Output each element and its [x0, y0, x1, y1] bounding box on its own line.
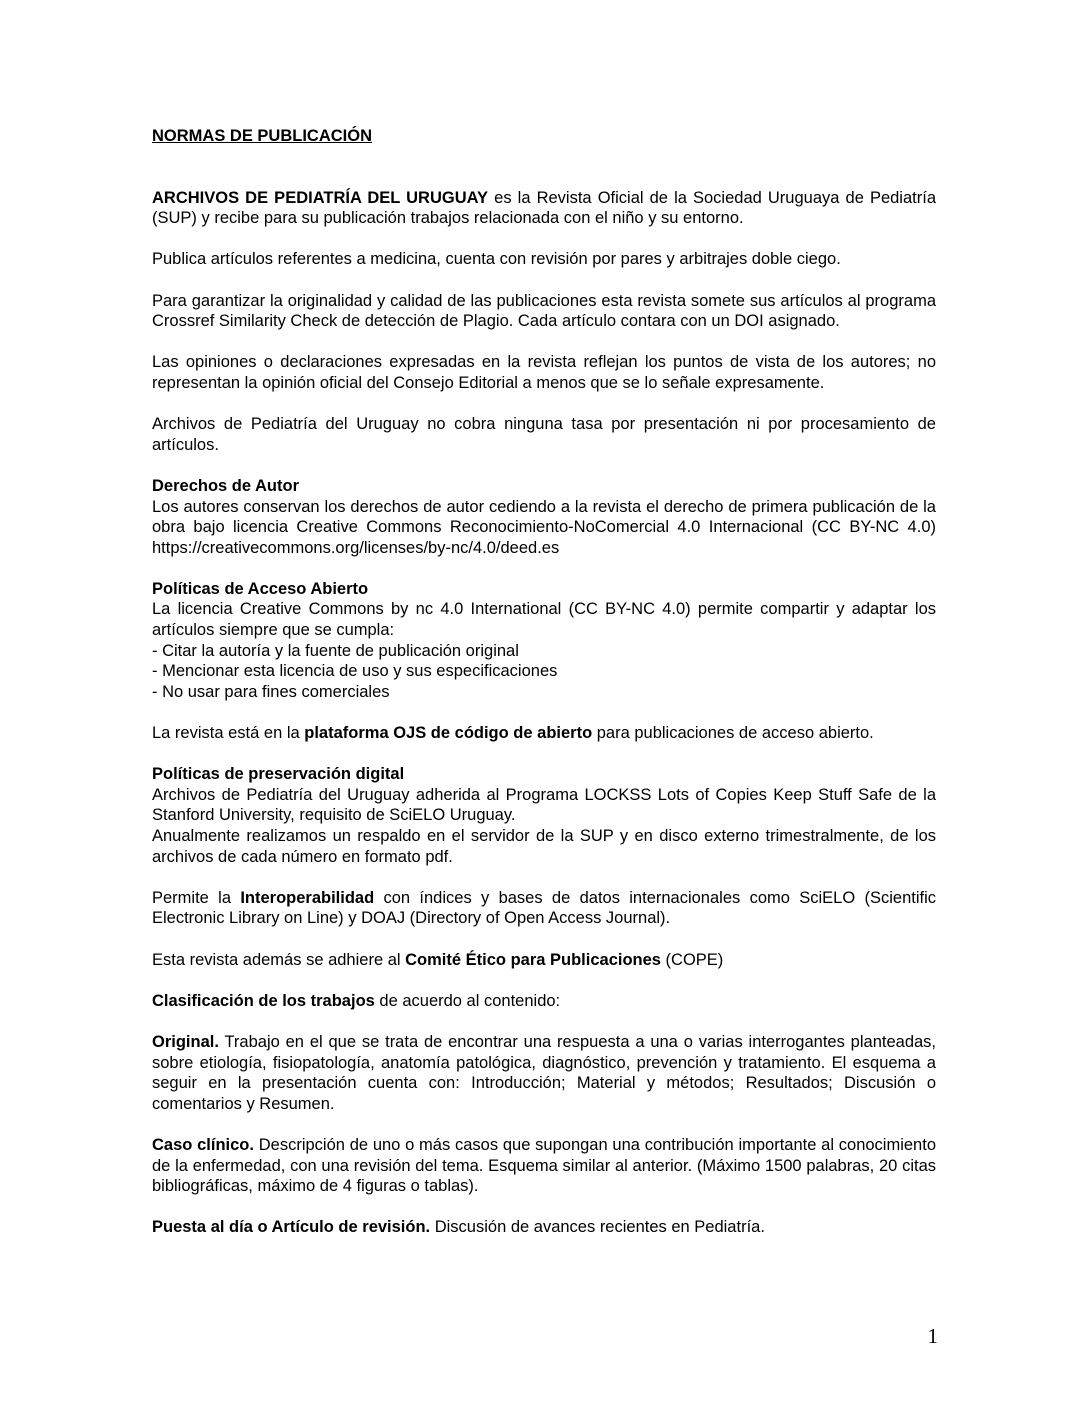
cope-text-before: Esta revista además se adhiere al — [152, 950, 406, 969]
review-text: Discusión de avances recientes en Pediatría. — [430, 1218, 765, 1237]
interop-bold: Interoperabilidad — [240, 888, 375, 907]
open-access-heading: Políticas de Acceso Abierto — [152, 579, 369, 598]
opinions-paragraph: Las opiniones o declaraciones expresadas en la revista reflejan los puntos de vista de los autores; no representan la opinión oficial del Consejo Editorial a menos que se lo señale expresamente. — [152, 353, 936, 392]
interoperability-paragraph — [152, 888, 936, 929]
platform-text-after: para publicaciones de acceso abierto. — [592, 724, 874, 743]
preservation-line-2: Anualmente realizamos un respaldo en el servidor de la SUP y en disco externo trimestralmente, de los archivos de cada número en formato pdf. — [152, 827, 936, 866]
copyright-section — [152, 476, 936, 558]
list-item: - Mencionar esta licencia de uso y sus especificaciones — [152, 662, 558, 681]
interop-text-after: con índices y bases de datos internacionales como SciELO (Scientific Electronic Library on Line) y DOAJ (Directory of Open Access Journal). — [152, 888, 937, 928]
plagiarism-paragraph: Para garantizar la originalidad y calidad de las publicaciones esta revista somete sus artículos al programa Crossref Similarity Check de detección de Plagio. Cada artículo contara con un DOI asignado. — [152, 291, 936, 331]
clinical-case-paragraph — [152, 1135, 936, 1197]
document-page — [152, 126, 936, 1258]
cope-text-after: (COPE) — [660, 950, 724, 969]
original-bold: Original. — [152, 1032, 219, 1051]
platform-text-before: La revista está en la — [152, 724, 305, 743]
classification-text: de acuerdo al contenido: — [374, 991, 561, 1010]
interop-text-before: Permite la — [152, 888, 241, 907]
original-paragraph — [152, 1032, 936, 1114]
preservation-line-1: Archivos de Pediatría del Uruguay adherida al Programa LOCKSS Lots of Copies Keep Stuff Safe de la Stanford University, requisito de SciELO Uruguay. — [152, 785, 936, 825]
classification-bold: Clasificación de los trabajos — [152, 991, 375, 1010]
document-title: NORMAS DE PUBLICACIÓN — [152, 127, 373, 145]
clinical-case-text: Descripción de uno o más casos que supongan una contribución importante al conocimiento de la enfermedad, con una revisión del tema. Esquema similar al anterior. (Máximo 1500 palabras, 20 citas bibliográficas, máximo de 4 figuras o tablas). — [152, 1135, 936, 1196]
open-access-text: La licencia Creative Commons by nc 4.0 International (CC BY-NC 4.0) permite compartir y adaptar los artículos siempre que se cumpla: — [152, 600, 936, 640]
review-paragraph — [152, 1217, 936, 1238]
platform-paragraph — [152, 723, 936, 744]
page-number: 1 — [927, 1324, 938, 1348]
preservation-heading: Políticas de preservación digital — [152, 765, 405, 784]
platform-bold: plataforma OJS de código de abierto — [304, 724, 593, 743]
list-item: - Citar la autoría y la fuente de publicación original — [152, 641, 519, 660]
open-access-section — [152, 579, 936, 703]
cope-bold: Comité Ético para Publicaciones — [405, 950, 661, 969]
intro-paragraph — [152, 188, 936, 229]
intro-text: es la Revista Oficial de la Sociedad Uruguaya de Pediatría (SUP) y recibe para su publicación trabajos relacionada con el niño y su entorno. — [152, 188, 936, 228]
classification-paragraph — [152, 991, 936, 1012]
preservation-section — [152, 764, 936, 867]
list-item: - No usar para fines comerciales — [152, 682, 390, 701]
cope-paragraph — [152, 950, 936, 971]
journal-name: ARCHIVOS DE PEDIATRÍA DEL URUGUAY — [152, 188, 489, 207]
copyright-heading: Derechos de Autor — [152, 476, 300, 495]
fees-paragraph: Archivos de Pediatría del Uruguay no cobra ninguna tasa por presentación ni por procesamiento de artículos. — [152, 415, 936, 454]
copyright-text: Los autores conservan los derechos de autor cediendo a la revista el derecho de primera publicación de la obra bajo licencia Creative Commons Reconocimiento-NoComercial 4.0 Internacional (CC BY-NC 4.0) https://creativecommons.org/licenses/by-nc/4.0/deed.es — [152, 497, 936, 557]
clinical-case-bold: Caso clínico. — [152, 1135, 254, 1154]
review-bold: Puesta al día o Artículo de revisión. — [152, 1218, 431, 1237]
peer-review-paragraph: Publica artículos referentes a medicina, cuenta con revisión por pares y arbitrajes doble ciego. — [152, 250, 841, 269]
original-text: Trabajo en el que se trata de encontrar una respuesta a una o varias interrogantes planteadas, sobre etiología, fisiopatología, anatomía patológica, diagnóstico, prevención y tratamiento. El esquema a seguir en la presentación cuenta con: Introducción; Material y métodos; Resultados; Discusión o comentarios y Resumen. — [152, 1032, 936, 1113]
